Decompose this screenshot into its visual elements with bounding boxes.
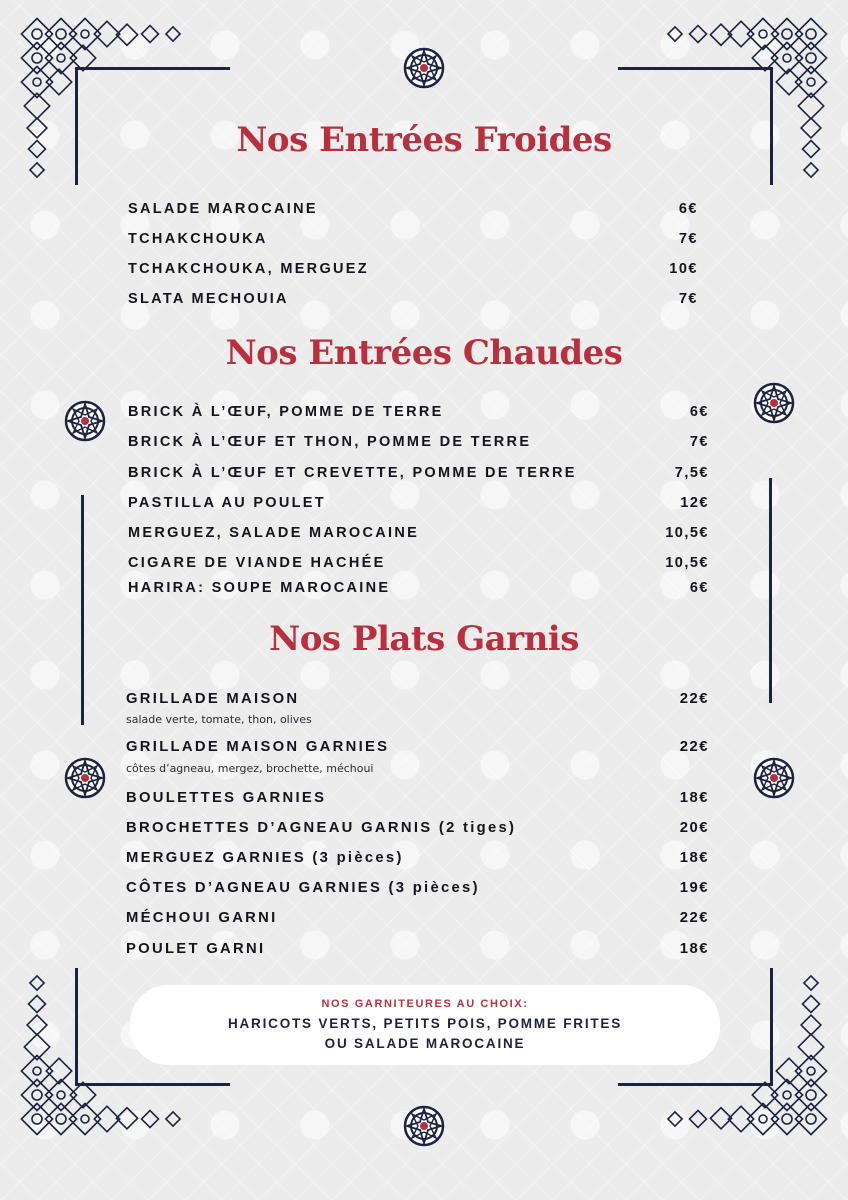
menu-item [126, 877, 709, 899]
item-price: 7,5€ [674, 465, 709, 481]
item-price: 7€ [678, 291, 698, 307]
rosette-top-icon [403, 47, 445, 89]
right-divider-line [769, 478, 772, 703]
menu-item [126, 938, 709, 960]
item-name: BRICK À L’ŒUF ET CREVETTE, POMME DE TERRE [128, 465, 577, 481]
garnitures-box [130, 985, 720, 1065]
item-price: 20€ [679, 820, 709, 836]
rosette-left-upper-icon [64, 400, 106, 442]
menu-item [128, 462, 709, 484]
item-price: 18€ [679, 850, 709, 866]
item-price: 12€ [680, 495, 709, 511]
item-name: TCHAKCHOUKA, MERGUEZ [128, 261, 369, 277]
menu-item [128, 522, 709, 544]
rosette-left-lower-icon [64, 757, 106, 799]
item-price: 6€ [678, 201, 698, 217]
item-description: salade verte, tomate, thon, olives [126, 713, 312, 726]
menu-item [126, 787, 709, 809]
item-name: BOULETTES GARNIES [126, 790, 327, 806]
menu-item [128, 492, 709, 514]
menu-item [126, 736, 709, 758]
item-name: BRICK À L’ŒUF ET THON, POMME DE TERRE [128, 434, 532, 450]
item-name: TCHAKCHOUKA [128, 231, 268, 247]
item-name: POULET GARNI [126, 941, 266, 957]
left-divider-line [81, 495, 84, 725]
item-name: GRILLADE MAISON GARNIES [126, 739, 390, 755]
item-name: BROCHETTES D’AGNEAU GARNIS (2 tiges) [126, 820, 517, 836]
item-name: PASTILLA AU POULET [128, 495, 326, 511]
rosette-right-lower-icon [753, 757, 795, 799]
menu-item [126, 688, 709, 710]
item-name: SLATA MECHOUIA [128, 291, 289, 307]
item-name: BRICK À L’ŒUF, POMME DE TERRE [128, 404, 444, 420]
menu-item [128, 228, 698, 250]
item-name: HARIRA: SOUPE MAROCAINE [128, 580, 391, 596]
item-price: 7€ [678, 231, 698, 247]
item-price: 10,5€ [665, 525, 709, 541]
garnitures-line-2: OU SALADE MAROCAINE [324, 1036, 526, 1051]
menu-item [128, 401, 709, 423]
item-price: 22€ [679, 739, 709, 755]
item-name: MÉCHOUI GARNI [126, 910, 278, 926]
item-price: 22€ [679, 691, 709, 707]
item-price: 18€ [679, 790, 709, 806]
rosette-bottom-icon [403, 1105, 445, 1147]
section-title: Nos Entrées Chaudes [225, 333, 623, 373]
item-price: 19€ [679, 880, 709, 896]
garnitures-line-1: HARICOTS VERTS, PETITS POIS, POMME FRITES [227, 1016, 623, 1031]
menu-item [126, 907, 709, 929]
item-name: SALADE MAROCAINE [128, 201, 318, 217]
item-price: 6€ [689, 580, 709, 596]
menu-item [128, 288, 698, 310]
rosette-right-upper-icon [753, 382, 795, 424]
garnitures-label: NOS GARNITEURES AU CHOIX: [321, 998, 529, 1010]
item-description: côtes d’agneau, mergez, brochette, méchoui [126, 762, 374, 775]
section-title: Nos Entrées Froides [236, 120, 612, 160]
section-title: Nos Plats Garnis [269, 619, 579, 659]
item-name: CÔTES D’AGNEAU GARNIES (3 pièces) [126, 880, 480, 896]
item-name: GRILLADE MAISON [126, 691, 300, 707]
menu-item [128, 552, 709, 574]
item-price: 6€ [689, 404, 709, 420]
item-name: MERGUEZ, SALADE MAROCAINE [128, 525, 420, 541]
menu-item [126, 817, 709, 839]
item-price: 10,5€ [665, 555, 709, 571]
item-price: 10€ [669, 261, 698, 277]
menu-item [128, 431, 709, 453]
item-price: 18€ [679, 941, 709, 957]
menu-item [128, 577, 709, 599]
item-name: CIGARE DE VIANDE HACHÉE [128, 555, 386, 571]
item-price: 22€ [679, 910, 709, 926]
menu-item [128, 258, 698, 280]
item-name: MERGUEZ GARNIES (3 pièces) [126, 850, 404, 866]
menu-item [126, 847, 709, 869]
item-price: 7€ [689, 434, 709, 450]
menu-item [128, 198, 698, 220]
